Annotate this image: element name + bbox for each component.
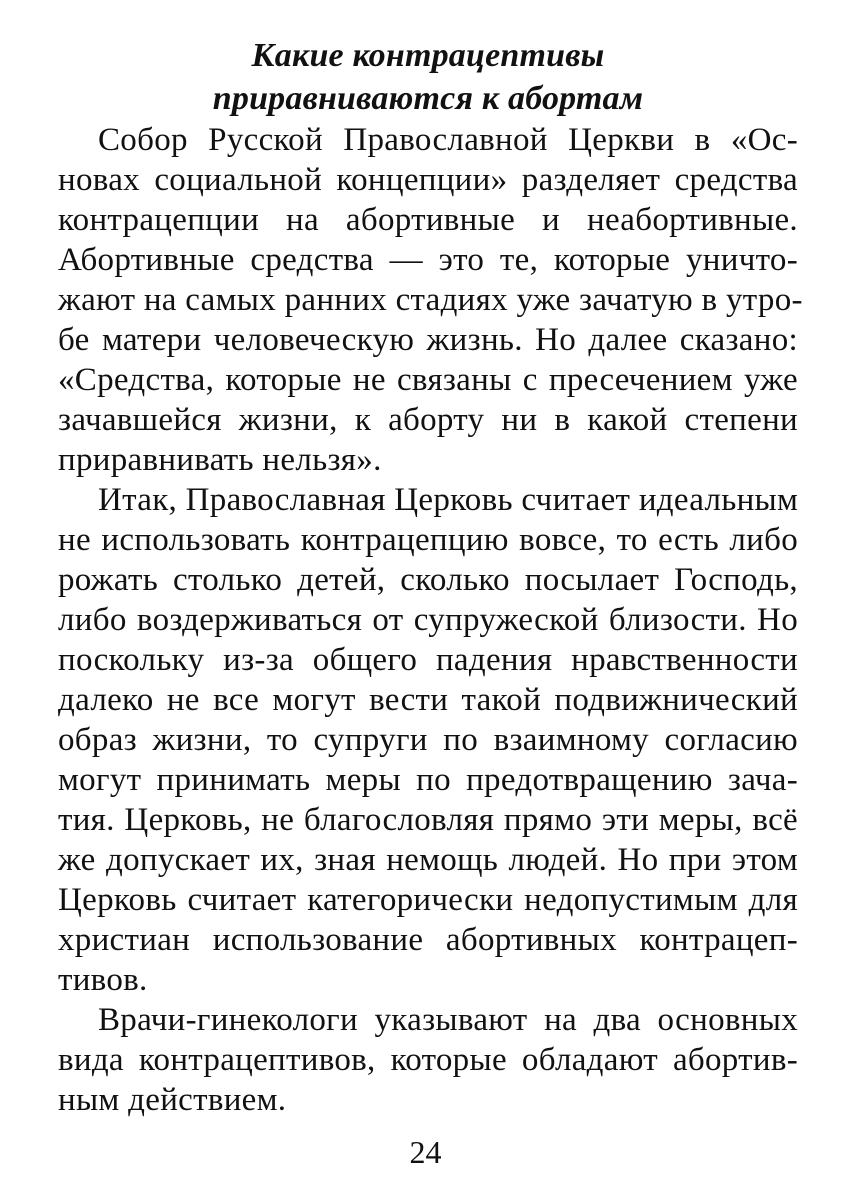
paragraph-line: поскольку из-за общего падения нравственности <box>58 642 798 678</box>
paragraph-line: Церковь считает категорически недопустимым для <box>58 882 798 918</box>
paragraph-line: христиан использование абортивных контрацеп- <box>58 922 798 958</box>
paragraph-line: зачавшейся жизни, к аборту ни в какой степени <box>58 402 798 438</box>
paragraph-line: ным действием. <box>58 1082 287 1118</box>
paragraph-line: новах социальной концепции» разделяет средства <box>58 162 798 198</box>
section-title <box>58 34 798 120</box>
paragraph-line: же допускает их, зная немощь людей. Но при этом <box>58 842 798 878</box>
section-title-line-1: Какие контрацептивы <box>251 37 605 74</box>
paragraph-line: бе матери человеческую жизнь. Но далее сказано: <box>58 322 798 358</box>
paragraph-line: Врачи-гинекологи указывают на два основных <box>98 1002 798 1038</box>
paragraph-line: образ жизни, то супруги по взаимному согласию <box>58 722 798 758</box>
paragraph-line: далеко не все могут вести такой подвижнический <box>58 682 798 718</box>
paragraph-line: приравнивать нельзя». <box>58 442 382 478</box>
paragraph-line: контрацепции на абортивные и неабортивные. <box>58 202 798 238</box>
paragraph-line: «Средства, которые не связаны с пресечением уже <box>58 362 798 398</box>
paragraph-2 <box>58 480 798 1000</box>
page-number: 24 <box>409 1134 442 1170</box>
section-title-line-2: приравниваются к абортам <box>212 80 644 117</box>
paragraph-line: не использовать контрацепцию вовсе, то есть либо <box>58 522 798 558</box>
paragraph-line: тия. Церковь, не благословляя прямо эти меры, всё <box>58 802 798 838</box>
paragraph-line: рожать столько детей, сколько посылает Господь, <box>58 562 798 598</box>
paragraph-line: Итак, Православная Церковь считает идеальным <box>98 482 799 518</box>
page-content <box>58 34 803 1120</box>
paragraph-line: Собор Русской Православной Церкви в «Ос- <box>98 122 798 158</box>
paragraph-line: либо воздерживаться от супружеской близости. Но <box>58 602 798 638</box>
paragraph-line: могут принимать меры по предотвращению зача- <box>58 762 798 798</box>
paragraph-3 <box>58 1000 798 1120</box>
paragraph-line: тивов. <box>58 962 148 998</box>
paragraph-line: Абортивные средства — это те, которые уничто- <box>58 242 798 278</box>
paragraph-line: вида контрацептивов, которые обладают абортив- <box>58 1042 798 1078</box>
paragraph-1 <box>58 120 803 480</box>
paragraph-line: жают на самых ранних стадиях уже зачатую в утро- <box>58 282 803 318</box>
